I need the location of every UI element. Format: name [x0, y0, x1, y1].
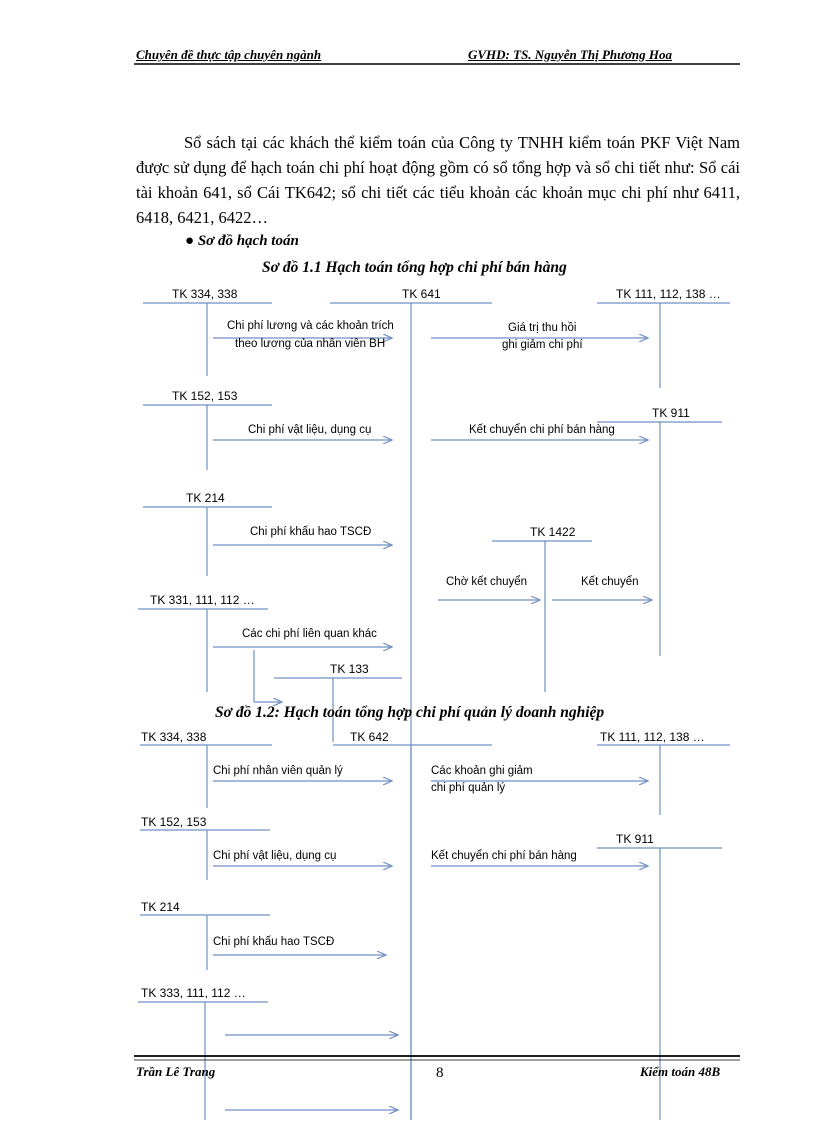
bullet-text: Sơ đồ hạch toán	[197, 233, 299, 249]
d2-tk214: TK 214	[141, 900, 180, 914]
bullet-heading	[185, 233, 299, 250]
diagram2-title: Sơ đồ 1.2: Hạch toán tổng hợp chi phí quản lý doanh nghiệp	[215, 704, 605, 721]
d1-tk133: TK 133	[330, 662, 369, 676]
d1-label-giatri-1: Giá trị thu hồi	[508, 322, 577, 334]
d1-label-luong-2: theo lương của nhân viên BH	[235, 338, 386, 350]
d2-tk111: TK 111, 112, 138 …	[600, 730, 705, 744]
d1-label-ketchuyen-ban: Kết chuyển chi phí bán hàng	[469, 424, 615, 436]
d1-label-lienquan: Các chi phí liên quan khác	[242, 628, 377, 640]
header-right: GVHD: TS. Nguyễn Thị Phương Hoa	[468, 47, 673, 62]
bullet-icon: ●	[185, 233, 195, 249]
d2-tk152: TK 152, 153	[141, 815, 207, 829]
d1-tk641: TK 641	[402, 287, 441, 301]
d1-tk331: TK 331, 111, 112 …	[150, 593, 255, 607]
d2-tk911: TK 911	[616, 832, 654, 846]
footer-left: Trần Lê Trang	[136, 1064, 216, 1079]
intro-paragraph	[136, 130, 740, 230]
d2-label-vatlieu: Chi phí vật liệu, dụng cụ	[213, 850, 337, 862]
diagram1-title: Sơ đồ 1.1 Hạch toán tổng hợp chi phí bán hàng	[262, 259, 567, 276]
d2-label-ghigiam-2: chi phí quản lý	[431, 782, 506, 794]
d1-tk214: TK 214	[186, 491, 225, 505]
d1-label-giatri-2: ghi giảm chi phí	[502, 339, 583, 351]
d1-label-vatlieu: Chi phí vật liệu, dụng cụ	[248, 424, 372, 436]
d1-tk911: TK 911	[652, 406, 690, 420]
d2-label-ghigiam-1: Các khoản ghi giảm	[431, 765, 533, 777]
header-left: Chuyên đề thực tập chuyên ngành	[136, 47, 322, 62]
page-number: 8	[436, 1065, 444, 1081]
intro-text: Sổ sách tại các khách thể kiểm toán của Công ty TNHH kiểm toán PKF Việt Nam được sử dụng để hạch toán chi phí hoạt động gồm có sổ tổng hợp và sổ chi tiết như: Sổ cái tài khoản 641, sổ Cái TK642; sổ chi tiết các tiểu khoản các khoản mục chi phí như 6411, 6418, 6421, 6422…	[136, 133, 740, 227]
d2-label-nhanvien: Chi phí nhân viên quản lý	[213, 765, 343, 777]
d2-tk334: TK 334, 338	[141, 730, 207, 744]
d1-tk111: TK 111, 112, 138 …	[616, 287, 721, 301]
d2-label-ketchuyen: Kết chuyển chi phí bán hàng	[431, 850, 577, 862]
footer-right: Kiểm toán 48B	[640, 1064, 721, 1079]
d1-tk1422: TK 1422	[530, 525, 576, 539]
d1-tk152: TK 152, 153	[172, 389, 238, 403]
d1-tk334: TK 334, 338	[172, 287, 238, 301]
d1-label-luong-1: Chi phí lương và các khoản trích	[227, 320, 394, 332]
d1-label-ketchuyen: Kết chuyển	[581, 576, 639, 588]
d1-label-khauhao: Chi phí khấu hao TSCĐ	[250, 526, 372, 538]
d2-tk333: TK 333, 111, 112 …	[141, 986, 246, 1000]
d1-label-cho-ketchuyen: Chờ kết chuyển	[446, 576, 528, 588]
d2-label-khauhao: Chi phí khấu hao TSCĐ	[213, 936, 335, 948]
d2-tk642: TK 642	[350, 730, 389, 744]
